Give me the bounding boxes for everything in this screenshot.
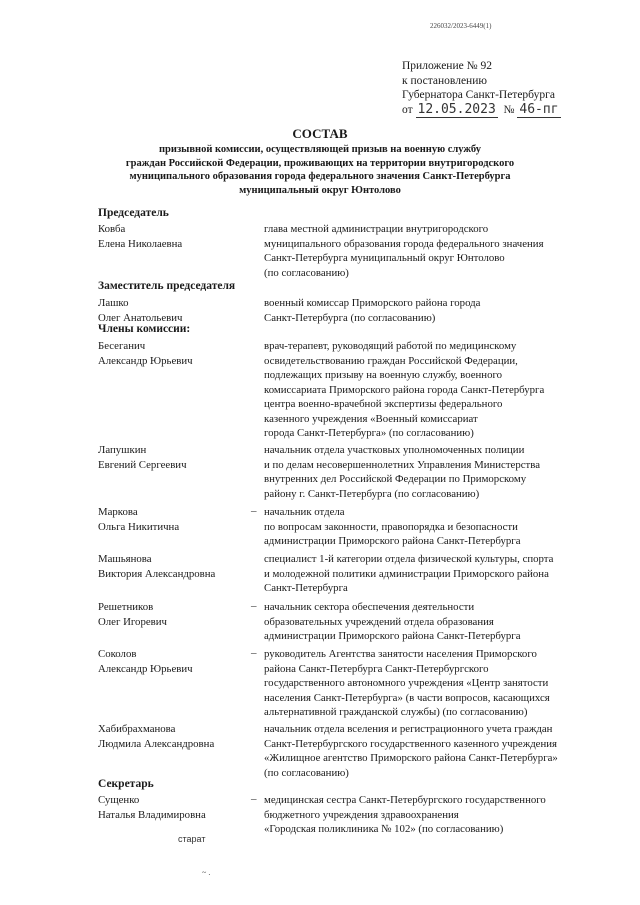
- role-line: Санкт-Петербурга муниципальный округ Юнтолово: [264, 252, 505, 264]
- member-given-name: Людмила Александровна: [98, 737, 215, 750]
- role-line: и молодежной политики администрации Приморского района: [264, 567, 549, 580]
- appendix-reference: к постановлению: [402, 74, 487, 87]
- appendix-block: [402, 59, 622, 118]
- secretary-name: [98, 793, 258, 822]
- member-role: [264, 505, 624, 549]
- secretary-heading: Секретарь: [98, 778, 154, 790]
- chairman-given-name: Елена Николаевна: [98, 237, 183, 250]
- subtitle-line: граждан Российской Федерации, проживающих на территории внутригородского: [125, 157, 515, 169]
- role-line: государственного автономного учреждения «Центр занятости: [264, 677, 549, 689]
- member-surname: Хабибрахманова: [98, 723, 176, 735]
- role-line: (по согласованию): [264, 766, 349, 779]
- secretary-given-name: Наталья Владимировна: [98, 808, 206, 821]
- role-line: «Городская поликлиника № 102» (по согласованию): [264, 823, 504, 835]
- member-surname: Соколов: [98, 648, 137, 660]
- document-id: 226032/2023-6449(1): [430, 22, 492, 30]
- subtitle-line: муниципальный округ Юнтолово: [239, 184, 401, 196]
- document-title: СОСТАВ: [292, 126, 348, 141]
- appendix-authority: Губернатора Санкт-Петербурга: [402, 89, 555, 101]
- role-line: освидетельствованию граждан Российской Федерации,: [264, 354, 518, 367]
- decree-number: 46-пг: [519, 101, 559, 117]
- appendix-date-line: [402, 103, 622, 118]
- appendix-number: Приложение № 92: [402, 60, 492, 72]
- member-given-name: Александр Юрьевич: [98, 662, 193, 675]
- member-given-name: Олег Игоревич: [98, 615, 167, 628]
- role-line: начальник отдела вселения и регистрационного учета граждан: [264, 723, 553, 735]
- member-name: [98, 722, 258, 751]
- role-line: района Санкт-Петербурга Санкт-Петербургского: [264, 662, 489, 675]
- role-line: администрации Приморского района Санкт-Петербурга: [264, 535, 521, 547]
- role-line: населения Санкт-Петербурга» (в части вопросов, касающихся: [264, 691, 550, 704]
- member-name: [98, 552, 258, 581]
- deputy-name: [98, 296, 258, 325]
- secretary-surname: Сущенко: [98, 794, 140, 806]
- secretary-role: [264, 793, 624, 837]
- role-line: военный комиссар Приморского района города: [264, 297, 481, 309]
- chairman-name: [98, 222, 258, 251]
- member-role: [264, 552, 624, 596]
- member-given-name: Виктория Александровна: [98, 567, 216, 580]
- role-line: начальник отдела участковых уполномоченных полиции: [264, 444, 525, 456]
- role-line: администрации Приморского района Санкт-Петербурга: [264, 630, 521, 642]
- chairman-heading: Председатель: [98, 207, 169, 219]
- member-name: [98, 339, 258, 368]
- role-line: и по делам несовершеннолетних Управления Министерства: [264, 458, 540, 471]
- role-line: муниципального образования города федерального значения: [264, 237, 544, 250]
- role-line: Санкт-Петербурга (по согласованию): [264, 311, 436, 324]
- member-surname: Бесеганич: [98, 340, 146, 352]
- role-line: врач-терапевт, руководящий работой по медицинскому: [264, 340, 517, 352]
- role-line: комиссариата Приморского района города Санкт-Петербурга: [264, 383, 545, 396]
- stamp-overlay-text: старат: [178, 834, 206, 844]
- member-given-name: Александр Юрьевич: [98, 354, 193, 367]
- role-line: Санкт-Петербургского государственного казенного учреждения: [264, 737, 557, 750]
- scan-mark: ~ .: [202, 868, 211, 877]
- members-heading: Члены комиссии:: [98, 323, 191, 335]
- member-role: [264, 600, 624, 644]
- subtitle-line: муниципального образования города федерального значения Санкт-Петербурга: [129, 171, 511, 182]
- role-line: бюджетного учреждения здравоохранения: [264, 808, 459, 821]
- dash-separator: –: [251, 505, 257, 517]
- member-surname: Лапушкин: [98, 444, 147, 456]
- role-line: города Санкт-Петербурга» (по согласованию): [264, 427, 474, 439]
- role-line: казенного учреждения «Военный комиссариат: [264, 412, 478, 425]
- chairman-role: [264, 222, 624, 280]
- member-name: [98, 647, 258, 676]
- role-line: внутренних дел Российской Федерации по Приморскому: [264, 473, 527, 485]
- role-line: медицинская сестра Санкт-Петербургского государственного: [264, 794, 546, 806]
- decree-date: 12.05.2023: [417, 101, 496, 117]
- member-surname: Машьянова: [98, 553, 152, 565]
- member-role: [264, 443, 624, 501]
- role-line: подлежащих призыву на военную службу, военного: [264, 369, 503, 381]
- member-given-name: Евгений Сергеевич: [98, 458, 187, 471]
- role-line: центра военно-врачебной экспертизы федерального: [264, 398, 503, 410]
- role-line: альтернативной гражданской службы) (по согласованию): [264, 706, 528, 718]
- deputy-heading: Заместитель председателя: [98, 280, 236, 292]
- member-surname: Решетников: [98, 601, 154, 613]
- deputy-role: [264, 296, 624, 325]
- deputy-given-name: Олег Анатольевич: [98, 311, 183, 324]
- role-line: начальник сектора обеспечения деятельности: [264, 601, 475, 613]
- date-prefix: от: [402, 103, 413, 116]
- dash-separator: –: [251, 600, 257, 612]
- role-line: (по согласованию): [264, 266, 349, 279]
- member-role: [264, 339, 624, 441]
- document-subtitle: [80, 143, 560, 197]
- member-name: [98, 600, 258, 629]
- role-line: по вопросам законности, правопорядка и безопасности: [264, 520, 518, 533]
- role-line: «Жилищное агентство Приморского района Санкт-Петербурга»: [264, 752, 558, 764]
- chairman-surname: Ковба: [98, 223, 126, 235]
- dash-separator: –: [251, 647, 257, 659]
- role-line: району г. Санкт-Петербурга (по согласованию): [264, 487, 480, 500]
- member-role: [264, 722, 624, 780]
- role-line: начальник отдела: [264, 506, 345, 518]
- member-name: [98, 443, 258, 472]
- member-role: [264, 647, 624, 720]
- number-prefix: №: [503, 103, 515, 116]
- deputy-surname: Лашко: [98, 297, 129, 309]
- role-line: глава местной администрации внутригородского: [264, 223, 489, 235]
- member-given-name: Ольга Никитична: [98, 520, 180, 533]
- role-line: образовательных учреждений отдела образования: [264, 615, 494, 628]
- member-name: [98, 505, 258, 534]
- role-line: специалист 1-й категории отдела физической культуры, спорта: [264, 553, 554, 565]
- role-line: руководитель Агентства занятости населения Приморского: [264, 648, 537, 660]
- subtitle-line: призывной комиссии, осуществляющей призыв на военную службу: [159, 144, 481, 155]
- role-line: Санкт-Петербурга: [264, 582, 348, 594]
- member-surname: Маркова: [98, 506, 138, 518]
- dash-separator: –: [251, 793, 257, 805]
